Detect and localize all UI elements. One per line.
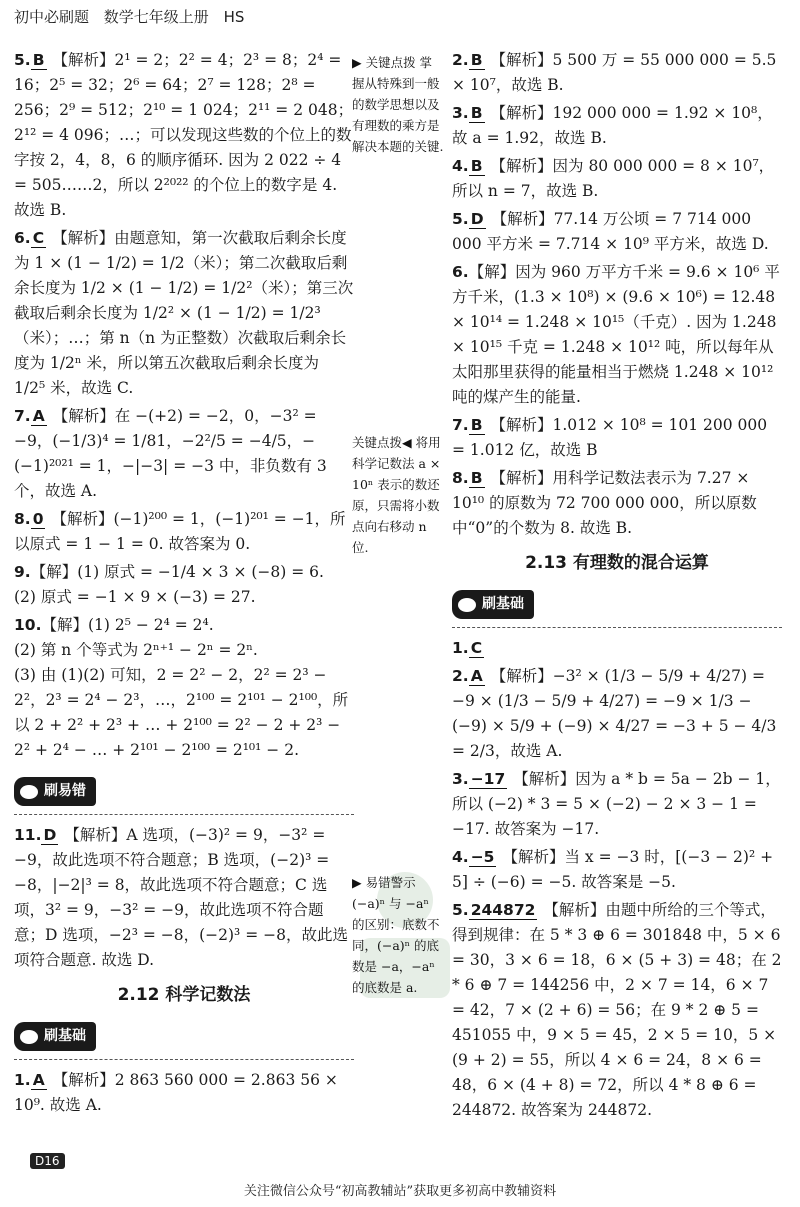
- item-explanation: 【解析】由题意知，第一次截取后剩余长度为 1 × (1 − 1/2) = 1/2（米）；第二次截取后剩余长度为 1/2 × (1 − 1/2) = 1/2²（米）；第三次截取后剩余长度为 1/2² × (1 − 1/2) = 1/2³（米）；…；第 n（n 为正整数）次截取后剩余长度为 1/2ⁿ 米，所以第五次截取后剩余长度为 1/2⁵ 米，故选 C.: [14, 229, 354, 397]
- badge-jichu-right: 刷基础: [452, 590, 534, 619]
- item-number: 1.: [452, 639, 469, 657]
- answer-item: [14, 48, 354, 223]
- left-column: [14, 48, 354, 1121]
- answer-item: [14, 404, 354, 504]
- note-key-point-2: 关键点拨◀ 将用科学记数法 a × 10ⁿ 表示的数还原，只需将小数点向右移动 n 位.: [352, 435, 441, 555]
- answer-item: [14, 823, 354, 973]
- item-answer: 244872: [470, 901, 536, 919]
- item-number: 1.: [14, 1071, 31, 1089]
- badge-row-cuoti: [14, 771, 354, 815]
- answer-item: [452, 413, 782, 463]
- subject-title: 数学七年级上册: [103, 8, 209, 26]
- item-number: 6.: [452, 263, 469, 281]
- answer-item: [452, 767, 782, 842]
- item-explanation: 【解析】在 −(+2) = −2，0，−3² = −9，(−1/3)⁴ = 1/81，−2²/5 = −4/5，−(−1)²⁰²¹ = 1，−|−3| = −3 中，非负数有 3 个，故选 A.: [14, 407, 332, 500]
- item-answer: B: [470, 416, 483, 434]
- answer-item: [452, 48, 782, 98]
- item-number: 8.: [452, 469, 469, 487]
- item-number: 9.: [14, 563, 31, 581]
- pen-icon: [20, 1030, 38, 1044]
- note-warning: ▶ 易错警示 (−a)ⁿ 与 −aⁿ 的区别：底数不同，(−a)ⁿ 的底数是 −a，−aⁿ 的底数是 a.: [352, 875, 440, 995]
- item-number: 7.: [14, 407, 31, 425]
- page-number: D16: [30, 1153, 65, 1169]
- item-explanation: 【解】(1) 2⁵ − 2⁴ = 2⁴. (2) 第 n 个等式为 2ⁿ⁺¹ − 2ⁿ = 2ⁿ. (3) 由 (1)(2) 可知，2 = 2² − 2，2² = 2³ − 2²，2³ = 2⁴ − 2³，…，2¹⁰⁰ = 2¹⁰¹ − 2¹⁰⁰，所以 2 + 2² + 2³ + … + 2¹⁰⁰ = 2² − 2 + 2³ − 2² + 2⁴ − … + 2¹⁰¹ − 2¹⁰⁰ = 2¹⁰¹ − 2.: [14, 616, 349, 759]
- answer-item: [452, 664, 782, 764]
- section-title-2-13: 2.13 有理数的混合运算: [525, 553, 709, 573]
- item-number: 4.: [452, 157, 469, 175]
- answer-item: [452, 898, 787, 1123]
- item-answer: C: [32, 229, 45, 247]
- item-explanation: 【解析】当 x = −3 时，[(−3 − 2)² + 5] ÷ (−6) = −5. 故答案是 −5.: [452, 848, 779, 891]
- item-explanation: 【解析】因为 80 000 000 = 8 × 10⁷，所以 n = 7，故选 B.: [452, 157, 775, 200]
- item-answer: B: [32, 51, 45, 69]
- badge-row-jichu-right: [452, 584, 782, 628]
- note-key-point-1: ▶ 关键点拨 掌握从特殊到一般的数学思想以及有理数的乘方是解决本题的关键.: [352, 55, 444, 154]
- item-explanation: 【解析】5 500 万 = 55 000 000 = 5.5 × 10⁷，故选 B.: [452, 51, 782, 94]
- answer-item: [452, 101, 782, 151]
- answer-item: [452, 845, 782, 895]
- item-explanation: 【解析】A 选项，(−3)² = 9，−3² = −9，故此选项不符合题意；B 选项，(−2)³ = −8，|−2|³ = 8，故此选项不符合题意；C 选项，3² = 9，−3² = −9，故此选项不符合题意；D 选项，−2³ = −8，(−2)³ = −8，故此选项符合题意. 故选 D.: [14, 826, 348, 969]
- answer-item: [14, 560, 354, 610]
- badge-row-jichu-left: [14, 1016, 354, 1060]
- badge-jichu-left: 刷基础: [14, 1022, 96, 1051]
- item-answer: 0: [32, 510, 44, 528]
- item-answer: −5: [470, 848, 495, 866]
- item-explanation: 【解】因为 960 万平方千米 = 9.6 × 10⁶ 平方千米，(1.3 × 10⁸) × (9.6 × 10⁶) = 12.48 × 10¹⁴ = 1.248 × 10¹⁵（千克）. 因为 1.248 × 10¹⁵ 千克 = 1.248 × 10¹² 吨，所以每年从太阳那里获得的能量相当于燃烧 1.248 × 10¹² 吨的煤产生的能量.: [452, 263, 782, 406]
- item-explanation: 【解析】因为 a * b = 5a − 2b − 1，所以 (−2) * 3 = 5 × (−2) − 2 × 3 − 1 = −17. 故答案为 −17.: [452, 770, 781, 838]
- item-answer: A: [32, 1071, 45, 1089]
- answer-item: [14, 1068, 354, 1118]
- answer-item: [452, 154, 782, 204]
- edition-tag: HS: [223, 8, 245, 26]
- item-explanation: 【解析】由题中所给的三个等式，得到规律：在 5 * 3 ⊕ 6 = 301848 中，5 × 6 = 30，3 × 6 = 18，6 × (5 + 3) = 48；在 2 * 6 ⊕ 7 = 144256 中，2 × 7 = 14，6 × 7 = 42，7 × (2 + 6) = 56；在 9 * 2 ⊕ 5 = 451055 中，9 × 5 = 45，2 × 5 = 10，5 × (9 + 2) = 55，所以 4 × 6 = 24，8 × 6 = 48，6 × (4 + 8) = 72，所以 4 * 8 ⊕ 6 = 244872. 故答案为 244872.: [452, 901, 787, 1119]
- item-number: 5.: [14, 51, 31, 69]
- item-answer: B: [470, 157, 483, 175]
- item-number: 5.: [452, 210, 469, 228]
- item-explanation: 【解析】2¹ = 2；2² = 4；2³ = 8；2⁴ = 16；2⁵ = 32；2⁶ = 64；2⁷ = 128；2⁸ = 256；2⁹ = 512；2¹⁰ = 1 024；2¹¹ = 2 048；2¹² = 4 096；…；可以发现这些数的个位上的数字按 2，4，8，6 的顺序循环. 因为 2 022 ÷ 4 = 505……2，所以 2²⁰²² 的个位上的数字是 4. 故选 B.: [14, 51, 354, 219]
- item-answer: B: [470, 51, 483, 69]
- answer-item: [14, 507, 354, 557]
- answer-item: [452, 636, 782, 661]
- item-answer: C: [470, 639, 483, 657]
- item-number: 2.: [452, 51, 469, 69]
- answer-item: [452, 207, 782, 257]
- item-explanation: 【解析】77.14 万公顷 = 7 714 000 000 平方米 = 7.714 × 10⁹ 平方米，故选 D.: [452, 210, 769, 253]
- item-number: 4.: [452, 848, 469, 866]
- item-number: 8.: [14, 510, 31, 528]
- item-number: 6.: [14, 229, 31, 247]
- item-explanation: 【解析】192 000 000 = 1.92 × 10⁸，故 a = 1.92，故选 B.: [452, 104, 773, 147]
- item-answer: B: [470, 469, 483, 487]
- item-number: 10.: [14, 616, 42, 634]
- footer-note: 关注微信公众号“初高教辅站”获取更多初高中教辅资料: [243, 1184, 557, 1199]
- item-answer: −17: [470, 770, 506, 788]
- pen-icon: [20, 785, 38, 799]
- item-answer: D: [470, 210, 484, 228]
- item-explanation: 【解析】用科学记数法表示为 7.27 × 10¹⁰ 的原数为 72 700 000 000，所以原数中“0”的个数为 8. 故选 B.: [452, 469, 757, 537]
- item-explanation: 【解析】1.012 × 10⁸ = 101 200 000 = 1.012 亿，故选 B: [452, 416, 773, 459]
- right-column: [452, 48, 787, 1126]
- answer-item: [14, 613, 354, 763]
- item-answer: A: [470, 667, 483, 685]
- item-number: 3.: [452, 770, 469, 788]
- item-explanation: 【解】(1) 原式 = −1/4 × 3 × (−8) = 6. (2) 原式 = −1 × 9 × (−3) = 27.: [14, 563, 324, 606]
- item-explanation: 【解析】(−1)²⁰⁰ = 1，(−1)²⁰¹ = −1，所以原式 = 1 − 1 = 0. 故答案为 0.: [14, 510, 346, 553]
- answer-item: [14, 226, 354, 401]
- pen-icon: [458, 598, 476, 612]
- section-title-2-12: 2.12 科学记数法: [117, 985, 251, 1005]
- item-number: 11.: [14, 826, 42, 844]
- item-answer: D: [43, 826, 57, 844]
- running-header: [14, 6, 254, 27]
- item-explanation: 【解析】−3² × (1/3 − 5/9 + 4/27) = −9 × (1/3 − 5/9 + 4/27) = −9 × 1/3 − (−9) × 5/9 + (−9) × 4/27 = −3 + 5 − 4/3 = 2/3，故选 A.: [452, 667, 782, 760]
- item-number: 2.: [452, 667, 469, 685]
- answer-item: [452, 260, 782, 410]
- answer-item: [452, 466, 782, 541]
- badge-cuoti: 刷易错: [14, 777, 96, 806]
- item-explanation: 【解析】2 863 560 000 = 2.863 56 × 10⁹. 故选 A.: [14, 1071, 343, 1114]
- book-title: 初中必刷题: [14, 8, 90, 26]
- item-number: 7.: [452, 416, 469, 434]
- item-answer: A: [32, 407, 45, 425]
- item-number: 5.: [452, 901, 469, 919]
- item-number: 3.: [452, 104, 469, 122]
- item-answer: B: [470, 104, 483, 122]
